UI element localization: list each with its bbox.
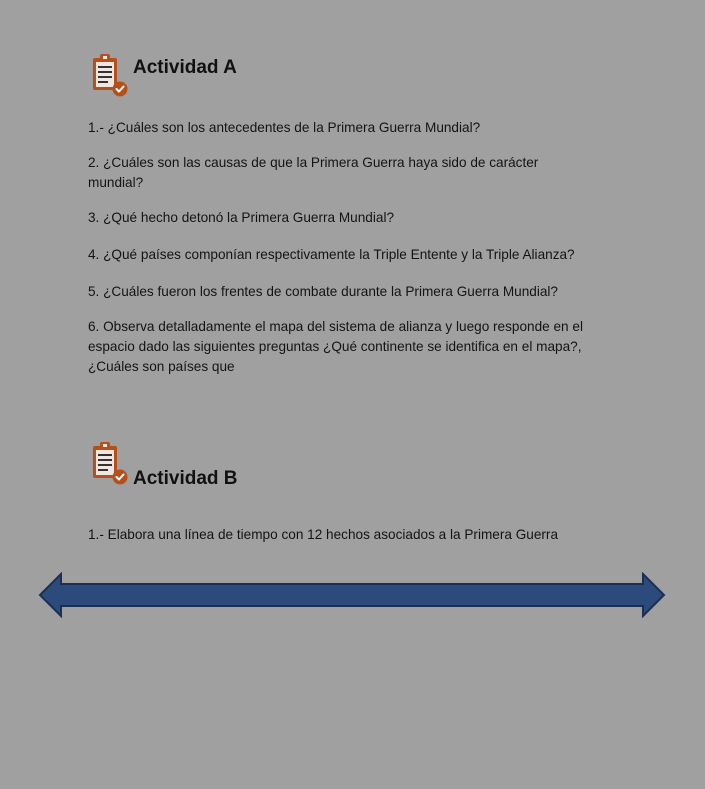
timeline-double-arrow-icon: [38, 572, 666, 618]
activity-a-title: Actividad A: [133, 57, 237, 78]
question-2: 2. ¿Cuáles son las causas de que la Primera Guerra haya sido de carácter mundial?: [88, 155, 539, 190]
question-6: 6. Observa detalladamente el mapa del sistema de alianza y luego responde en el espacio dado las siguientes preguntas ¿Qué continente se identifica en el mapa?, ¿Cuáles son países que: [88, 319, 583, 374]
question-1: 1.- ¿Cuáles son los antecedentes de la Primera Guerra Mundial?: [88, 120, 481, 135]
activity-b-title: Actividad B: [133, 468, 238, 489]
question-4: 4. ¿Qué países componían respectivamente la Triple Entente y la Triple Alianza?: [88, 247, 575, 262]
clipboard-check-icon: [88, 52, 132, 98]
clipboard-check-icon: [88, 440, 132, 486]
activity-b-question-1: 1.- Elabora una línea de tiempo con 12 hechos asociados a la Primera Guerra: [88, 527, 559, 542]
question-3: 3. ¿Qué hecho detonó la Primera Guerra Mundial?: [88, 210, 395, 225]
question-5: 5. ¿Cuáles fueron los frentes de combate durante la Primera Guerra Mundial?: [88, 284, 558, 299]
